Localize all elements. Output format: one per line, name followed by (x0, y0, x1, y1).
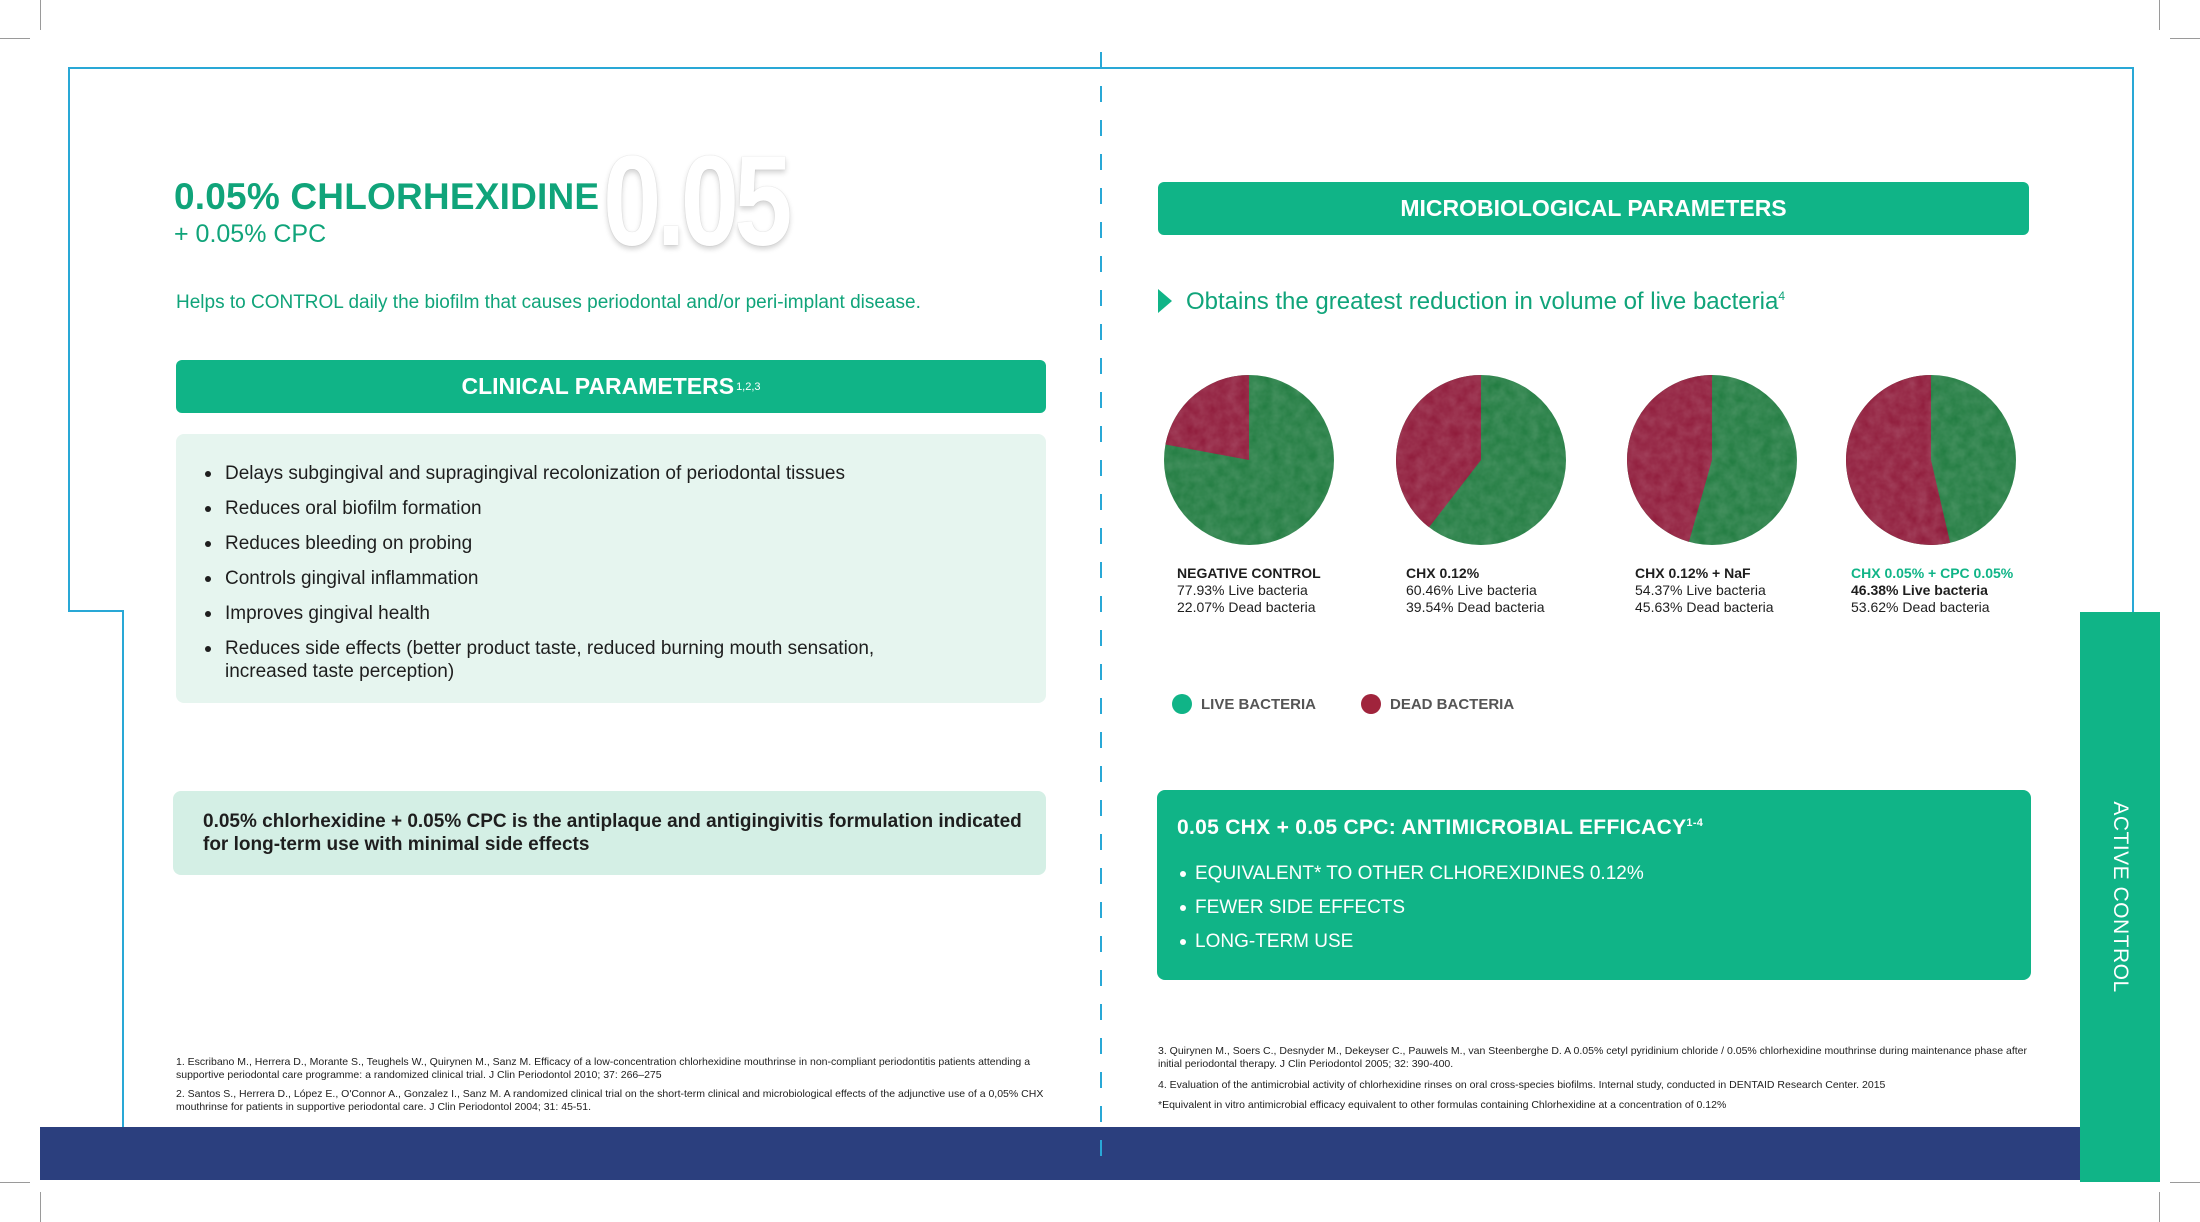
crop-mark (0, 38, 30, 39)
legend-live-swatch (1172, 694, 1192, 714)
side-tab-label: ACTIVE CONTROL (2109, 801, 2132, 993)
list-item: Reduces oral biofilm formation (225, 497, 985, 520)
pie-texture (1164, 375, 1334, 545)
crop-mark (40, 0, 41, 30)
pie-live: 54.37% Live bacteria (1635, 582, 1766, 598)
micro-header-label: MICROBIOLOGICAL PARAMETERS (1400, 195, 1787, 221)
pie-dead: 39.54% Dead bacteria (1406, 599, 1545, 615)
footnote: *Equivalent in vitro antimicrobial efficacy equivalent to other formulas containing Chlorhexidine at a concentration of 0.12% (1158, 1099, 1727, 1111)
pie-label-1 (1177, 565, 1321, 616)
list-item: EQUIVALENT* TO OTHER CLHOREXIDINES 0.12% (1195, 863, 1644, 884)
pie-label-3 (1635, 565, 1774, 616)
reference-2: 2. Santos S., Herrera D., López E., O'Connor A., Gonzalez I., Sanz M. A randomized clinical trial on the short-term clinical and microbiological effects of the adjunctive use of a 0,05% CHX mouthrinse for patients in supportive periodontal care. J Clin Periodontol 2004; 31: 45-51. (176, 1088, 1044, 1113)
pie-live: 60.46% Live bacteria (1406, 582, 1537, 598)
clinical-header-sup: 1,2,3 (736, 380, 761, 393)
crop-mark (40, 1192, 41, 1222)
crop-mark (0, 1182, 30, 1183)
clinical-header (176, 360, 1046, 413)
pie-name: CHX 0.12% + NaF (1635, 565, 1751, 581)
efficacy-title-text: 0.05 CHX + 0.05 CPC: ANTIMICROBIAL EFFICACY (1177, 816, 1687, 839)
crop-mark (2159, 1192, 2160, 1222)
footer-bar (40, 1127, 2082, 1180)
efficacy-title (1177, 816, 1703, 840)
big-number: 0.05 (603, 130, 788, 273)
list-item: Improves gingival health (225, 602, 985, 625)
page-title: 0.05% CHLORHEXIDINE (174, 176, 600, 217)
pie-label-2 (1406, 565, 1545, 616)
pie-dead: 22.07% Dead bacteria (1177, 599, 1316, 615)
list-item: FEWER SIDE EFFECTS (1195, 896, 1644, 919)
note-text: 0.05% chlorhexidine + 0.05% CPC is the antiplaque and antigingivitis formulation indicated for long-term use with minimal side effects (203, 811, 1022, 855)
crop-mark (2170, 38, 2200, 39)
micro-subhead (1186, 288, 1785, 316)
list-item: LONG-TERM USE (1195, 930, 1644, 953)
pie-live: 46.38% Live bacteria (1851, 582, 1988, 598)
pie-2 (1396, 375, 1566, 545)
micro-header (1158, 182, 2029, 235)
pie-name: NEGATIVE CONTROL (1177, 565, 1321, 581)
list-item: Reduces side effects (better product taste, reduced burning mouth sensation, increased taste perception) (225, 637, 915, 683)
efficacy-list (1195, 862, 1644, 964)
pie-charts (1150, 360, 2030, 560)
pie-name: CHX 0.12% (1406, 565, 1480, 581)
page-subtitle: + 0.05% CPC (174, 220, 327, 248)
efficacy-title-sup: 1-4 (1686, 817, 1704, 829)
pie-label-4 (1851, 565, 2013, 616)
pie-3 (1627, 375, 1797, 545)
list-item: Reduces bleeding on probing (225, 532, 985, 555)
frame-left-lower (122, 610, 124, 1156)
pie-texture (1396, 375, 1566, 545)
list-item: Delays subgingival and supragingival recolonization of periodontal tissues (225, 462, 985, 485)
list-item: Controls gingival inflammation (225, 567, 985, 590)
pie-name: CHX 0.05% + CPC 0.05% (1851, 565, 2014, 581)
clinical-list (225, 462, 985, 695)
reference-3: 3. Quirynen M., Soers C., Desnyder M., Dekeyser C., Pauwels M., van Steenberghe D. A 0.05% cetyl pyridinium chloride / 0.05% chlorhexidine mouthrinse during maintenance phase after initial periodontal therapy. J Clin Periodontol 2005; 32: 390-400. (1158, 1045, 2028, 1070)
arrow-icon (1158, 289, 1172, 313)
fold-line (1100, 52, 1102, 1172)
frame-left-upper (68, 67, 70, 612)
reference-4: 4. Evaluation of the antimicrobial activity of chlorhexidine rinses on oral cross-species biofilms. Internal study, conducted in DENTAID Research Center. 2015 (1158, 1079, 1886, 1091)
pie-dead: 45.63% Dead bacteria (1635, 599, 1774, 615)
pie-1 (1164, 375, 1334, 545)
clinical-header-label: CLINICAL PARAMETERS (461, 373, 735, 399)
micro-subhead-text: Obtains the greatest reduction in volume of live bacteria (1186, 288, 1779, 315)
micro-subhead-sup: 4 (1778, 289, 1786, 303)
intro-text: Helps to CONTROL daily the biofilm that causes periodontal and/or peri-implant disease. (176, 292, 921, 313)
legend-live: LIVE BACTERIA (1201, 696, 1317, 713)
frame-notch (68, 610, 124, 612)
legend-dead-swatch (1361, 694, 1381, 714)
pie-texture (1846, 375, 2016, 545)
pie-dead: 53.62% Dead bacteria (1851, 599, 1990, 615)
pie-4 (1846, 375, 2016, 545)
pie-texture (1627, 375, 1797, 545)
reference-1: 1. Escribano M., Herrera D., Morante S., Teughels W., Quirynen M., Sanz M. Efficacy of a low-concentration chlorhexidine mouthrinse in non-compliant periodontitis patients attending a supportive periodontal care programme: a randomized clinical trial. J Clin Periodontol 2010; 37: 266–275 (176, 1056, 1031, 1081)
crop-mark (2170, 1182, 2200, 1183)
crop-mark (2159, 0, 2160, 30)
legend-dead: DEAD BACTERIA (1390, 696, 1515, 713)
pie-live: 77.93% Live bacteria (1177, 582, 1308, 598)
